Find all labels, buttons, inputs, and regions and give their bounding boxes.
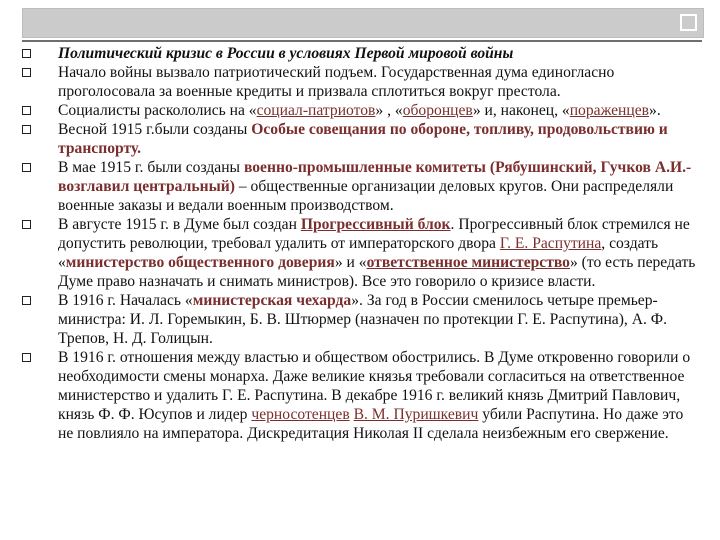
highlight-war-industry-committees: военно-промышленные комитеты (Рябушинский, Гучков А.И.-возглавил центральный) (58, 159, 692, 195)
link-progressive-bloc[interactable]: Прогрессивный блок (300, 216, 451, 233)
bullet-text: В 1916 г. Началась « (58, 292, 193, 309)
link-defencists[interactable]: оборонцев (402, 102, 473, 119)
header-rule (22, 40, 702, 42)
bullet-text: убили Распутина. Но даже это не повлияло на императора. Дискредитация Николая II сделала неизбежным его свержение. (58, 406, 684, 442)
list-item (22, 63, 702, 101)
square-bullet-icon (22, 125, 31, 134)
bullet-text: В мае 1915 г. были созданы (58, 159, 244, 176)
list-item (22, 120, 702, 158)
bullet-text: Начало войны вызвало патриотический подъем. Государственная дума единогласно проголосовала за военные кредиты и призвала сплотиться вокруг престола. (58, 64, 615, 100)
bullet-text: Весной 1915 г.были созданы (58, 121, 252, 138)
list-item (22, 158, 702, 215)
list-item (22, 215, 702, 291)
slide-title: Политический кризис в России в условиях Первой мировой войны (58, 45, 514, 62)
bullet-text: ». (649, 102, 661, 119)
bullet-text: . Прогрессивный блок стремился не допустить революции, требовал удалить от императорского двора (58, 216, 690, 252)
bullet-text: , создать « (58, 235, 659, 271)
square-bullet-icon (22, 106, 31, 115)
bullet-text: Социалисты раскололись на « (58, 102, 257, 119)
highlight-public-trust-ministry: министерство общественного доверия (65, 254, 335, 271)
square-bullet-icon (22, 353, 31, 362)
square-bullet-icon (22, 296, 31, 305)
bullet-text: » и « (334, 254, 367, 271)
bullet-text: В 1916 г. отношения между властью и обществом обострились. В Думе откровенно говорили о необходимости смены монарха. Даже великие князья требовали согласиться на ответственное министерство и удалить Г. Е. Распутина. В декабре 1916 г. великий князь Дмитрий Павлович, князь Ф. Ф. Юсупов и лидер (58, 349, 691, 423)
link-social-patriots[interactable]: социал-патриотов (256, 102, 376, 119)
list-item (22, 101, 702, 120)
bullet-text: В августе 1915 г. в Думе был создан (58, 216, 301, 233)
bullet-text: – общественные организации деловых кругов. Они распределяли военные заказы и ведали военным производством. (58, 178, 674, 214)
header-bar (22, 8, 704, 38)
square-bullet-icon (22, 49, 31, 58)
bullet-text: » и, наконец, « (472, 102, 570, 119)
link-black-hundreds[interactable]: черносотенцев (251, 406, 350, 423)
bullet-text: » (то есть передать Думе право назначать и снимать министров). Все это говорило о кризисе власти. (58, 254, 696, 290)
link-defeatists[interactable]: пораженцев (569, 102, 650, 119)
list-item (22, 348, 702, 443)
bullet-text: ». За год в России сменилось четыре премьер-министра: И. Л. Горемыкин, Б. В. Штюрмер (назначен по протекции Г. Е. Распутина), А. Ф. Трепов, Н. Д. Голицын. (58, 292, 667, 347)
bullet-list (22, 44, 702, 443)
link-responsible-ministry[interactable]: ответственное министерство (366, 254, 570, 271)
list-item (22, 291, 702, 348)
square-bullet-icon (22, 220, 31, 229)
highlight-special-councils: Особые совещания по обороне, топливу, продовольствию и транспорту. (58, 121, 668, 157)
square-bullet-icon (22, 68, 31, 77)
link-purishkevich[interactable]: В. М. Пуришкевич (353, 406, 479, 423)
highlight-ministerial-leapfrog: министерская чехарда (192, 292, 352, 309)
square-bullet-icon (22, 163, 31, 172)
list-item-title (22, 44, 702, 63)
link-rasputin[interactable]: Г. Е. Распутина (499, 235, 602, 252)
bullet-text: » , « (375, 102, 403, 119)
corner-square-icon (680, 14, 697, 31)
